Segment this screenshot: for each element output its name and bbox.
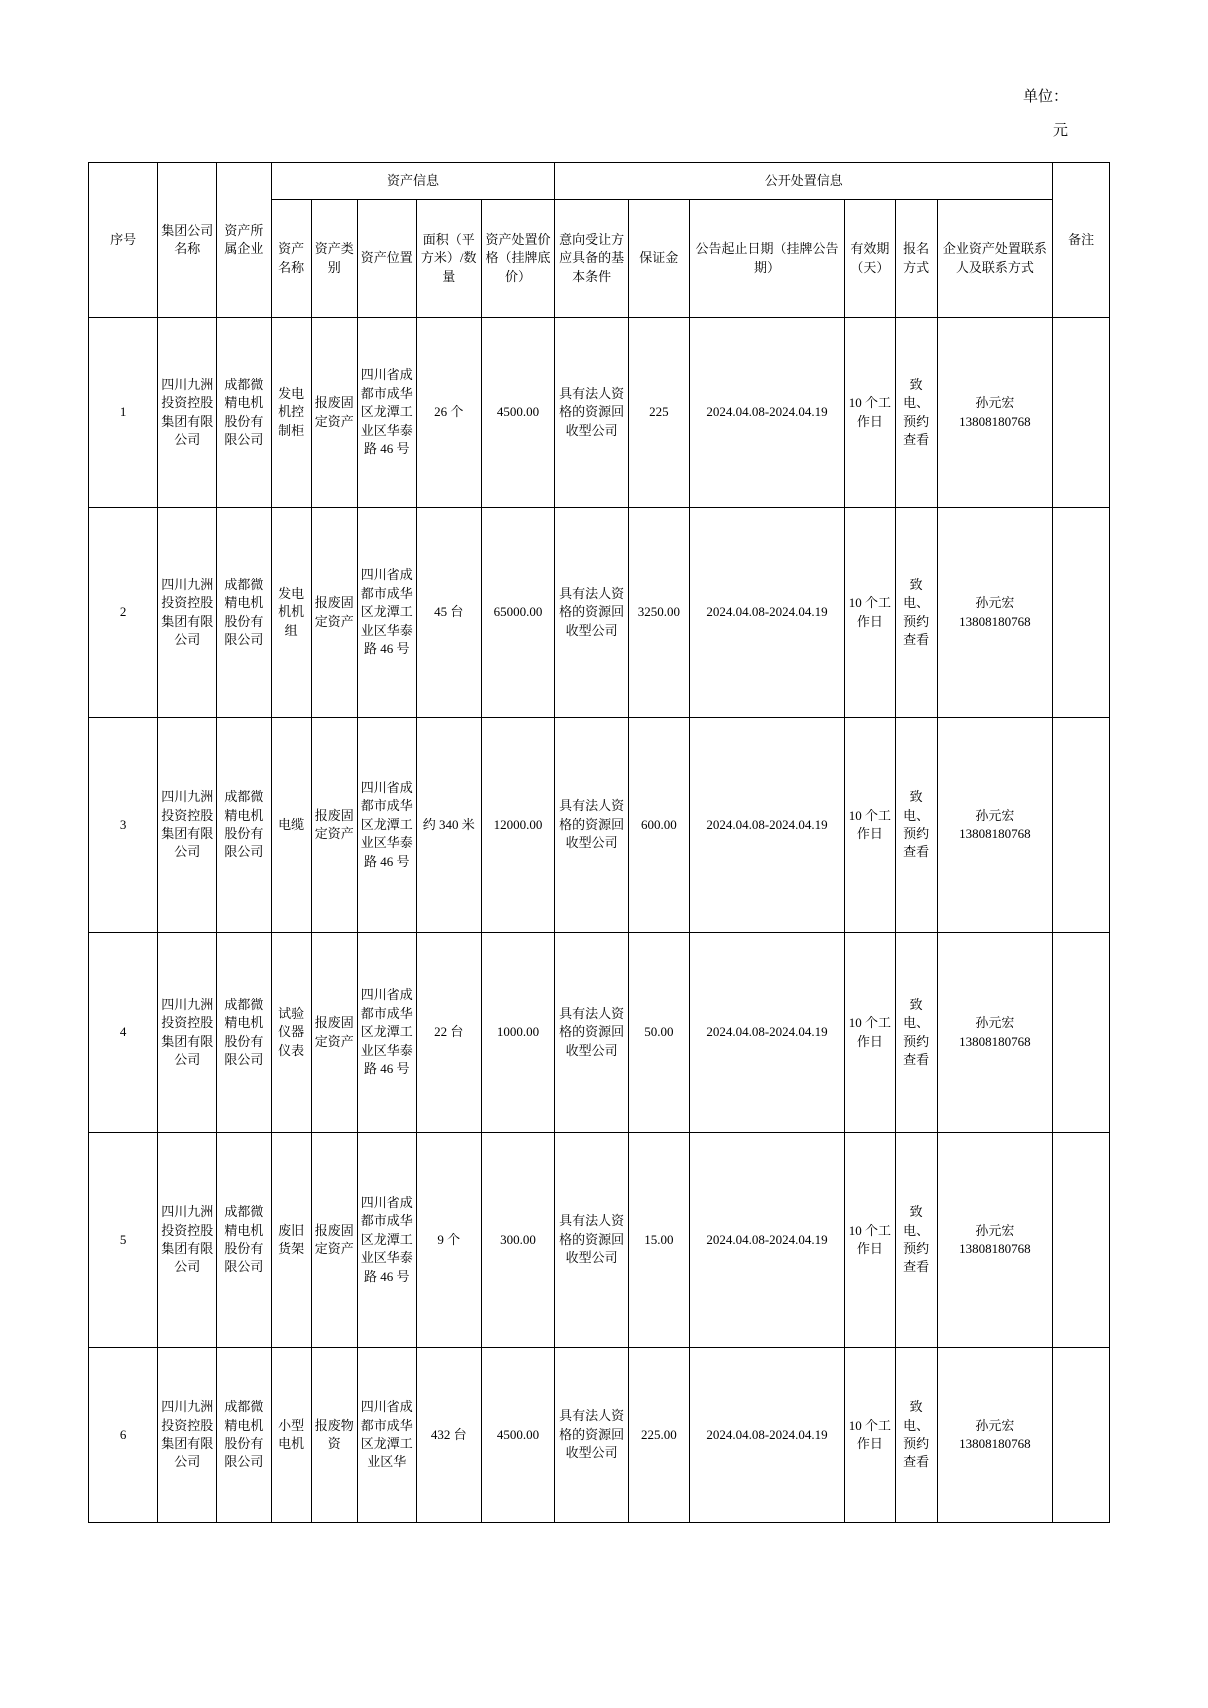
cell-group-company: 四川九洲投资控股集团有限公司 [158, 718, 217, 933]
cell-disposal-price: 12000.00 [481, 718, 555, 933]
cell-enterprise: 成都微精电机股份有限公司 [217, 1348, 272, 1523]
cell-asset-location: 四川省成都市成华区龙潭工业区华泰路 46 号 [357, 933, 416, 1133]
cell-contact [937, 1133, 1053, 1348]
contact-name: 孙元宏 [975, 1015, 1015, 1031]
header-enterprise: 资产所属企业 [217, 163, 272, 318]
cell-disposal-price: 1000.00 [481, 933, 555, 1133]
cell-apply-method: 致电、预约查看 [895, 1133, 937, 1348]
cell-remark [1053, 1133, 1110, 1348]
cell-remark [1053, 318, 1110, 508]
header-disposal-price: 资产处置价格（挂牌底价） [481, 200, 555, 318]
cell-deposit: 3250.00 [628, 508, 689, 718]
cell-announce-period: 2024.04.08-2024.04.19 [689, 933, 844, 1133]
cell-area-qty: 26 个 [416, 318, 481, 508]
cell-disposal-price: 65000.00 [481, 508, 555, 718]
header-area-qty: 面积（平方米）/数量 [416, 200, 481, 318]
header-index: 序号 [89, 163, 158, 318]
cell-asset-type: 报废固定资产 [311, 718, 357, 933]
cell-index: 4 [89, 933, 158, 1133]
header-asset-location: 资产位置 [357, 200, 416, 318]
cell-index: 5 [89, 1133, 158, 1348]
cell-area-qty: 约 340 米 [416, 718, 481, 933]
cell-transferee-condition: 具有法人资格的资源回收型公司 [555, 1133, 629, 1348]
cell-deposit: 600.00 [628, 718, 689, 933]
cell-contact [937, 718, 1053, 933]
cell-enterprise: 成都微精电机股份有限公司 [217, 508, 272, 718]
cell-remark [1053, 933, 1110, 1133]
cell-enterprise: 成都微精电机股份有限公司 [217, 1133, 272, 1348]
contact-name: 孙元宏 [975, 395, 1015, 411]
cell-valid-days: 10 个工作日 [845, 1133, 895, 1348]
table-row [89, 933, 1110, 1133]
cell-transferee-condition: 具有法人资格的资源回收型公司 [555, 318, 629, 508]
cell-asset-type: 报废物资 [311, 1348, 357, 1523]
cell-group-company: 四川九洲投资控股集团有限公司 [158, 318, 217, 508]
cell-deposit: 50.00 [628, 933, 689, 1133]
contact-name: 孙元宏 [975, 807, 1015, 823]
cell-contact [937, 508, 1053, 718]
contact-phone: 13808180768 [959, 1241, 1031, 1256]
table-header-group-row [89, 163, 1110, 200]
cell-valid-days: 10 个工作日 [845, 1348, 895, 1523]
cell-contact [937, 933, 1053, 1133]
table-row [89, 508, 1110, 718]
cell-index: 1 [89, 318, 158, 508]
cell-deposit: 225 [628, 318, 689, 508]
cell-transferee-condition: 具有法人资格的资源回收型公司 [555, 1348, 629, 1523]
unit-note [88, 80, 1120, 148]
cell-area-qty: 45 台 [416, 508, 481, 718]
table-row [89, 1133, 1110, 1348]
cell-enterprise: 成都微精电机股份有限公司 [217, 318, 272, 508]
cell-index: 3 [89, 718, 158, 933]
cell-group-company: 四川九洲投资控股集团有限公司 [158, 1133, 217, 1348]
header-contact: 企业资产处置联系人及联系方式 [937, 200, 1053, 318]
header-asset-info: 资产信息 [271, 163, 555, 200]
cell-announce-period: 2024.04.08-2024.04.19 [689, 718, 844, 933]
cell-group-company: 四川九洲投资控股集团有限公司 [158, 933, 217, 1133]
header-transferee-condition: 意向受让方应具备的基本条件 [555, 200, 629, 318]
cell-asset-type: 报废固定资产 [311, 1133, 357, 1348]
cell-valid-days: 10 个工作日 [845, 318, 895, 508]
cell-index: 6 [89, 1348, 158, 1523]
header-asset-name: 资产名称 [271, 200, 311, 318]
unit-value: 元 [1052, 123, 1068, 139]
cell-announce-period: 2024.04.08-2024.04.19 [689, 1133, 844, 1348]
cell-disposal-price: 4500.00 [481, 1348, 555, 1523]
cell-asset-location: 四川省成都市成华区龙潭工业区华 [357, 1348, 416, 1523]
cell-apply-method: 致电、预约查看 [895, 933, 937, 1133]
header-remark: 备注 [1053, 163, 1110, 318]
cell-asset-name: 废旧货架 [271, 1133, 311, 1348]
cell-asset-type: 报废固定资产 [311, 318, 357, 508]
contact-phone: 13808180768 [959, 1436, 1031, 1451]
cell-asset-name: 试验仪器仪表 [271, 933, 311, 1133]
contact-phone: 13808180768 [959, 826, 1031, 841]
cell-enterprise: 成都微精电机股份有限公司 [217, 933, 272, 1133]
cell-area-qty: 22 台 [416, 933, 481, 1133]
cell-remark [1053, 508, 1110, 718]
cell-announce-period: 2024.04.08-2024.04.19 [689, 508, 844, 718]
cell-transferee-condition: 具有法人资格的资源回收型公司 [555, 508, 629, 718]
cell-area-qty: 9 个 [416, 1133, 481, 1348]
cell-transferee-condition: 具有法人资格的资源回收型公司 [555, 718, 629, 933]
cell-index: 2 [89, 508, 158, 718]
cell-apply-method: 致电、预约查看 [895, 718, 937, 933]
header-deposit: 保证金 [628, 200, 689, 318]
contact-name: 孙元宏 [975, 595, 1015, 611]
cell-asset-name: 电缆 [271, 718, 311, 933]
contact-phone: 13808180768 [959, 1033, 1031, 1049]
table-row [89, 1348, 1110, 1523]
cell-enterprise: 成都微精电机股份有限公司 [217, 718, 272, 933]
table-body [89, 318, 1110, 1523]
cell-group-company: 四川九洲投资控股集团有限公司 [158, 1348, 217, 1523]
cell-disposal-price: 4500.00 [481, 318, 555, 508]
unit-label: 单位： [1022, 89, 1068, 105]
cell-asset-name: 发电机机组 [271, 508, 311, 718]
contact-name: 孙元宏 [975, 1222, 1015, 1238]
cell-valid-days: 10 个工作日 [845, 508, 895, 718]
header-apply-method: 报名方式 [895, 200, 937, 318]
cell-remark [1053, 718, 1110, 933]
cell-contact [937, 318, 1053, 508]
cell-deposit: 225.00 [628, 1348, 689, 1523]
cell-asset-type: 报废固定资产 [311, 933, 357, 1133]
contact-phone: 13808180768 [959, 413, 1031, 429]
header-announce-period: 公告起止日期（挂牌公告期） [689, 200, 844, 318]
contact-name: 孙元宏 [975, 1417, 1015, 1433]
cell-asset-location: 四川省成都市成华区龙潭工业区华泰路 46 号 [357, 318, 416, 508]
cell-group-company: 四川九洲投资控股集团有限公司 [158, 508, 217, 718]
cell-asset-location: 四川省成都市成华区龙潭工业区华泰路 46 号 [357, 718, 416, 933]
header-asset-type: 资产类别 [311, 200, 357, 318]
header-public-disposal-info: 公开处置信息 [555, 163, 1053, 200]
cell-apply-method: 致电、预约查看 [895, 318, 937, 508]
cell-valid-days: 10 个工作日 [845, 718, 895, 933]
cell-asset-name: 小型电机 [271, 1348, 311, 1523]
header-group-company: 集团公司名称 [158, 163, 217, 318]
cell-asset-location: 四川省成都市成华区龙潭工业区华泰路 46 号 [357, 508, 416, 718]
cell-apply-method: 致电、预约查看 [895, 508, 937, 718]
cell-asset-type: 报废固定资产 [311, 508, 357, 718]
table-row [89, 718, 1110, 933]
header-valid-days: 有效期（天） [845, 200, 895, 318]
table-row [89, 318, 1110, 508]
cell-asset-name: 发电机控制柜 [271, 318, 311, 508]
cell-apply-method: 致电、预约查看 [895, 1348, 937, 1523]
asset-disposal-table [88, 162, 1110, 1523]
cell-announce-period: 2024.04.08-2024.04.19 [689, 318, 844, 508]
cell-valid-days: 10 个工作日 [845, 933, 895, 1133]
cell-announce-period: 2024.04.08-2024.04.19 [689, 1348, 844, 1523]
cell-asset-location: 四川省成都市成华区龙潭工业区华泰路 46 号 [357, 1133, 416, 1348]
contact-phone: 13808180768 [959, 613, 1031, 629]
cell-transferee-condition: 具有法人资格的资源回收型公司 [555, 933, 629, 1133]
cell-deposit: 15.00 [628, 1133, 689, 1348]
cell-disposal-price: 300.00 [481, 1133, 555, 1348]
cell-remark [1053, 1348, 1110, 1523]
cell-area-qty: 432 台 [416, 1348, 481, 1523]
cell-contact [937, 1348, 1053, 1523]
